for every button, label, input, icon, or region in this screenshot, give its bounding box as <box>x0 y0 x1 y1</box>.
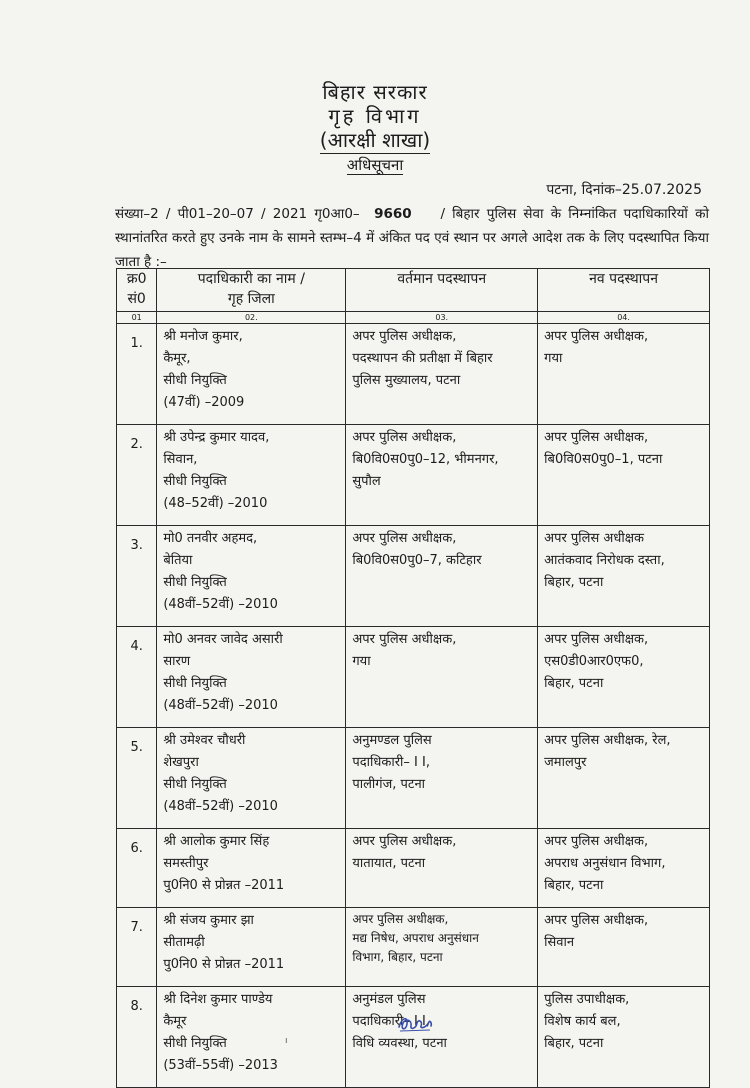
intro-paragraph <box>115 202 709 274</box>
officer-cell <box>157 728 346 829</box>
new-line: जमालपुर <box>544 755 587 770</box>
current-posting-cell <box>346 627 538 728</box>
footer-mark: ı <box>285 1036 288 1046</box>
current-line: बि0वि0स0पु0–7, कटिहार <box>352 553 482 568</box>
officer-line: (53वीं–55वीं) –2013 <box>163 1058 278 1073</box>
current-posting-cell <box>346 908 538 987</box>
current-line: पुलिस मुख्यालय, पटना <box>352 373 461 388</box>
table-row <box>117 987 710 1088</box>
officer-line: मो0 अनवर जावेद असारी <box>163 632 283 647</box>
officer-line: (48–52वीं) –2010 <box>163 496 268 511</box>
officer-cell <box>157 627 346 728</box>
place-date: पटना, दिनांक–25.07.2025 <box>546 182 702 198</box>
new-posting-cell <box>538 425 710 526</box>
officer-line: सीधी नियुक्ति <box>163 676 227 691</box>
officer-line: सिवान, <box>163 452 198 467</box>
new-line: विशेष कार्य बल, <box>544 1014 621 1029</box>
officer-cell <box>157 526 346 627</box>
officer-line: (47वीं) –2009 <box>163 395 245 410</box>
officer-line: श्री उपेन्द्र कुमार यादव, <box>163 430 270 445</box>
officer-line: शेखपुरा <box>163 755 199 770</box>
header-officer-name <box>157 269 346 312</box>
current-line: अपर पुलिस अधीक्षक, <box>352 531 457 546</box>
officer-line: सीधी नियुक्ति <box>163 1036 227 1051</box>
row-serial: 7. <box>117 908 157 987</box>
branch-title-text: (आरक्षी शाखा) <box>319 128 431 152</box>
current-line: अपर पुलिस अधीक्षक, <box>352 632 457 647</box>
notification-heading <box>0 155 750 175</box>
column-number: 03. <box>346 312 538 324</box>
new-line: अपर पुलिस अधीक्षक <box>544 531 645 546</box>
officer-line: सीधी नियुक्ति <box>163 575 227 590</box>
officer-line: सीधी नियुक्ति <box>163 777 227 792</box>
officer-line: सीधी नियुक्ति <box>163 373 227 388</box>
new-posting-cell <box>538 526 710 627</box>
new-line: बिहार, पटना <box>544 878 604 893</box>
new-line: एस0डी0आर0एफ0, <box>544 654 644 669</box>
new-posting-cell <box>538 987 710 1088</box>
column-number: 02. <box>157 312 346 324</box>
new-line: अपर पुलिस अधीक्षक, <box>544 430 649 445</box>
officer-cell <box>157 908 346 987</box>
notification-heading-text: अधिसूचना <box>346 156 404 174</box>
table-row <box>117 908 710 987</box>
current-line: बि0वि0स0पु0–12, भीमनगर, <box>352 452 499 467</box>
table-row <box>117 526 710 627</box>
officer-line: (48वीं–52वीं) –2010 <box>163 799 278 814</box>
officer-line: मो0 तनवीर अहमद, <box>163 531 258 546</box>
current-line: पालीगंज, पटना <box>352 777 426 792</box>
officer-line: समस्तीपुर <box>163 856 209 871</box>
current-line: विभाग, बिहार, पटना <box>352 950 443 964</box>
officer-line: बेतिया <box>163 553 193 568</box>
new-line: बि0वि0स0पु0–1, पटना <box>544 452 663 467</box>
new-line: अपर पुलिस अधीक्षक, रेल, <box>544 733 671 748</box>
row-serial: 8. <box>117 987 157 1088</box>
current-line: पदस्थापन की प्रतीक्षा में बिहार <box>352 351 493 366</box>
table-header-row <box>117 269 710 312</box>
officer-line: पु0नि0 से प्रोन्नत –2011 <box>163 878 285 893</box>
officer-cell <box>157 425 346 526</box>
officer-line: सीतामढ़ी <box>163 935 205 950</box>
table-row <box>117 728 710 829</box>
current-line: अपर पुलिस अधीक्षक, <box>352 834 457 849</box>
branch-title <box>0 126 750 153</box>
officer-line: श्री आलोक कुमार सिंह <box>163 834 270 849</box>
new-line: सिवान <box>544 935 575 950</box>
intro-reference: संख्या–2 / पी01–20–07 / 2021 गृ0आ0– <box>115 206 360 222</box>
new-posting-cell <box>538 728 710 829</box>
current-posting-cell <box>346 526 538 627</box>
current-posting-cell <box>346 728 538 829</box>
officer-cell <box>157 829 346 908</box>
new-posting-cell <box>538 324 710 425</box>
notification-number: 9660 <box>374 206 412 222</box>
current-line: अपर पुलिस अधीक्षक, <box>352 329 457 344</box>
current-line: अनुमंडल पुलिस <box>352 992 426 1007</box>
officer-line: कैमूर <box>163 1014 187 1029</box>
row-serial: 3. <box>117 526 157 627</box>
table-row <box>117 627 710 728</box>
current-posting-cell <box>346 324 538 425</box>
column-number-row <box>117 312 710 324</box>
officer-cell <box>157 324 346 425</box>
current-line: अनुमण्डल पुलिस <box>352 733 432 748</box>
new-line: बिहार, पटना <box>544 676 604 691</box>
current-line: अपर पुलिस अधीक्षक, <box>352 912 449 926</box>
table-row <box>117 324 710 425</box>
header-serial-line: सं0 <box>127 291 146 307</box>
current-line: विधि व्यवस्था, पटना <box>352 1036 447 1051</box>
new-posting-cell <box>538 829 710 908</box>
new-posting-cell <box>538 908 710 987</box>
posting-table <box>116 268 710 1088</box>
officer-line: सीधी नियुक्ति <box>163 474 227 489</box>
row-serial: 5. <box>117 728 157 829</box>
current-posting-cell <box>346 425 538 526</box>
officer-line: सारण <box>163 654 191 669</box>
current-line: मद्य निषेध, अपराध अनुसंधान <box>352 931 479 945</box>
row-serial: 1. <box>117 324 157 425</box>
intro-body: / बिहार पुलिस सेवा के निम्नांकित पदाधिकारियों को स्थानांतरित करते हुए उनके नाम के सामने स्तम्भ–4 में अंकित पद एवं स्थान पर अगले आदेश तक के लिए पदस्थापित किया जाता है :– <box>115 206 709 270</box>
current-posting-cell <box>346 987 538 1088</box>
signature-initials <box>396 1012 434 1034</box>
current-line: पदाधिकारी– I I, <box>352 755 430 770</box>
officer-line: कैमूर, <box>163 351 191 366</box>
row-serial: 2. <box>117 425 157 526</box>
header-name-line: पदाधिकारी का नाम / <box>197 271 305 287</box>
new-line: अपर पुलिस अधीक्षक, <box>544 329 649 344</box>
column-number: 01 <box>117 312 157 324</box>
officer-line: पु0नि0 से प्रोन्नत –2011 <box>163 957 285 972</box>
officer-line: (48वीं–52वीं) –2010 <box>163 597 278 612</box>
header-new-posting: नव पदस्थापन <box>538 269 710 312</box>
current-line: यातायात, पटना <box>352 856 426 871</box>
new-line: आतंकवाद निरोधक दस्ता, <box>544 553 665 568</box>
officer-line: श्री संजय कुमार झा <box>163 913 254 928</box>
current-posting-cell <box>346 829 538 908</box>
new-line: पुलिस उपाधीक्षक, <box>544 992 630 1007</box>
new-line: बिहार, पटना <box>544 1036 604 1051</box>
current-line: अपर पुलिस अधीक्षक, <box>352 430 457 445</box>
current-line: सुपौल <box>352 474 381 489</box>
new-line: गया <box>544 351 563 366</box>
officer-cell <box>157 987 346 1088</box>
row-serial: 6. <box>117 829 157 908</box>
department-title: गृह विभाग <box>328 104 422 128</box>
row-serial: 4. <box>117 627 157 728</box>
new-line: बिहार, पटना <box>544 575 604 590</box>
current-line: गया <box>352 654 371 669</box>
column-number: 04. <box>538 312 710 324</box>
header-serial <box>117 269 157 312</box>
officer-line: श्री दिनेश कुमार पाण्डेय <box>163 992 273 1007</box>
header-serial-line: क्र0 <box>126 271 147 287</box>
officer-line: श्री उमेश्वर चौधरी <box>163 733 246 748</box>
new-posting-cell <box>538 627 710 728</box>
officer-line: (48वीं–52वीं) –2010 <box>163 698 278 713</box>
officer-line: श्री मनोज कुमार, <box>163 329 243 344</box>
table-row <box>117 425 710 526</box>
new-line: अपर पुलिस अधीक्षक, <box>544 632 649 647</box>
new-line: अपर पुलिस अधीक्षक, <box>544 834 649 849</box>
new-line: अपर पुलिस अधीक्षक, <box>544 913 649 928</box>
new-line: अपराध अनुसंधान विभाग, <box>544 856 666 871</box>
table-row <box>117 829 710 908</box>
current-line: पदाधिकारी– I I, <box>352 1014 430 1029</box>
header-name-line: गृह जिला <box>227 291 275 307</box>
govt-title: बिहार सरकार <box>322 80 428 104</box>
header-current-posting: वर्तमान पदस्थापन <box>346 269 538 312</box>
